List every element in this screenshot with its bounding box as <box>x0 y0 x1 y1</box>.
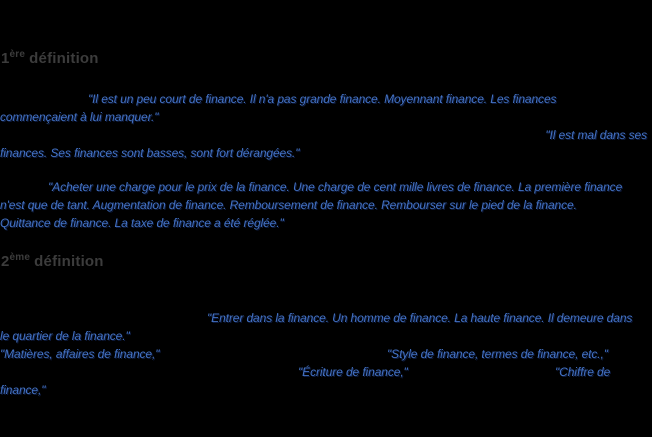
quote-line: le quartier de la finance." <box>0 329 130 343</box>
quote-line: "Acheter une charge pour le prix de la finance. Une charge de cent mille livres de finance. La première finance <box>48 180 623 194</box>
quote-line: finances. Ses finances sont basses, sont fort dérangées." <box>0 146 300 160</box>
quote-line: "Matières, affaires de finance," <box>0 347 160 361</box>
definition-1-label: définition <box>29 50 99 67</box>
definition-2-number: 2 <box>1 253 10 270</box>
definition-1-number: 1 <box>1 50 10 67</box>
quote-line: finance," <box>0 383 46 397</box>
quote-line: commençaient à lui manquer." <box>0 110 159 124</box>
definition-1-ordinal: ère <box>9 49 26 60</box>
definition-2-ordinal: ème <box>9 252 31 263</box>
definition-1-heading <box>1 50 99 67</box>
quote-line: "Chiffre de <box>555 365 611 379</box>
quote-line: "Écriture de finance," <box>298 365 408 379</box>
definition-2-label: définition <box>34 253 104 270</box>
quote-line: "Entrer dans la finance. Un homme de finance. La haute finance. Il demeure dans <box>207 311 633 325</box>
quote-line: Quittance de finance. La taxe de finance a été réglée." <box>0 216 284 230</box>
definition-2-heading <box>1 253 104 270</box>
quote-line: n'est que de tant. Augmentation de finance. Remboursement de finance. Rembourser sur le pied de la finance. <box>0 198 577 212</box>
quote-line: "Il est un peu court de finance. Il n'a pas grande finance. Moyennant finance. Les finances <box>88 92 557 106</box>
quote-line: "Il est mal dans ses <box>545 128 647 142</box>
quote-line: "Style de finance, termes de finance, etc.," <box>387 347 608 361</box>
